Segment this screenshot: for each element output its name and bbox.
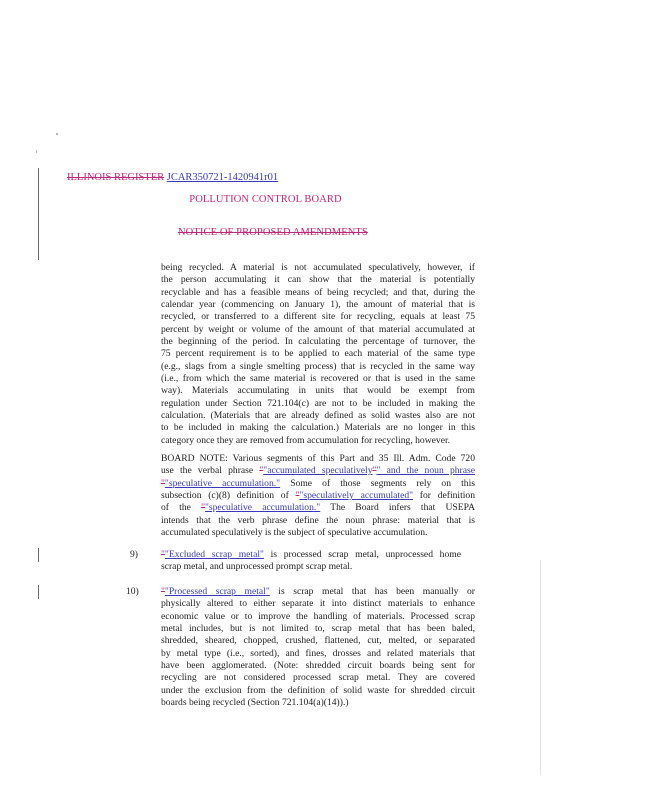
- text-line: metal includes, but is not limited to, scrap metal that has been baled,: [161, 623, 475, 635]
- revision-bar: [38, 168, 39, 260]
- struck-quote: ": [295, 490, 300, 502]
- text-line: 75 percent requirement is to be applied to each material of the same type: [161, 348, 475, 360]
- inserted-text: "speculatively accumulated: [299, 490, 410, 502]
- text-run: use the verbal phrase: [161, 465, 260, 477]
- text-line: to be included in making the calculation.) Materials are no longer in this: [161, 422, 475, 434]
- text-line: [161, 502, 475, 514]
- item-number-10: 10): [126, 586, 139, 597]
- text-line: [161, 478, 475, 490]
- revision-bar: [38, 585, 39, 599]
- register-struck-text: ILLINOIS REGISTER: [67, 172, 165, 183]
- text-run: of the: [161, 502, 202, 514]
- notice-title: NOTICE OF PROPOSED AMENDMENTS: [178, 227, 368, 238]
- text-line: [161, 586, 475, 598]
- text-line: (e.g., slags from a single smelting process) that is recycled in the same way: [161, 360, 475, 372]
- scan-speck: [36, 150, 37, 153]
- text-run: subsection (c)(8) definition of: [161, 490, 296, 502]
- inserted-text: "Excluded scrap metal: [164, 549, 261, 560]
- struck-quote: ": [161, 586, 165, 597]
- text-line: (i.e., from which the same material is recovered or that is used in the same: [161, 373, 475, 385]
- inserted-quote: ": [265, 586, 270, 597]
- text-line: recycled, or transferred to a different site for recycling, equals at least 75: [161, 311, 475, 323]
- text-line: boards being recycled (Section 721.104(a)(14)).): [161, 697, 349, 709]
- struck-quote: ": [372, 465, 377, 477]
- text-run: is scrap metal that has been manually or: [269, 586, 475, 597]
- text-line: recycling are not considered processed scrap metal. They are covered: [161, 672, 475, 684]
- struck-quote: ": [161, 477, 165, 489]
- text-line: [161, 549, 461, 561]
- text-line: way). Materials accumulating in units that would be exempt from: [161, 385, 475, 397]
- inserted-text: .": [313, 502, 321, 514]
- text-line: calendar year (commencing on January 1), the amount of material that is: [161, 299, 475, 311]
- text-line: the beginning of the period. In calculating the percentage of turnover, the: [161, 336, 475, 348]
- inserted-text: " and the noun phrase: [376, 465, 475, 477]
- text-line: BOARD NOTE: Various segments of this Part and 35 Ill. Adm. Code 720: [161, 453, 475, 464]
- revision-bar: [38, 548, 39, 562]
- board-title: POLLUTION CONTROL BOARD: [189, 194, 342, 205]
- text-line: under the exclusion from the definition of solid waste for shredded circuit: [161, 684, 475, 696]
- text-line: shredded, sheared, chopped, crushed, flattened, cut, melted, or separated: [161, 635, 475, 647]
- text-line: percent by weight or volume of the amount of that material accumulated at: [161, 323, 475, 335]
- text-line: physically altered to either separate it into distinct materials to enhance: [161, 598, 475, 610]
- text-line: the person accumulating it can show that the material is potentially: [161, 274, 475, 286]
- text-run: Some of those segments rely on this: [280, 477, 475, 489]
- definition-excluded-scrap-metal: [161, 549, 461, 574]
- text-line: accumulated speculatively is the subject of speculative accumulation.: [161, 527, 428, 539]
- page-edge-line: [540, 560, 541, 775]
- text-line: have been agglomerated. (Note: shredded circuit boards being sent for: [161, 660, 475, 672]
- scan-speck: [56, 133, 58, 135]
- text-run: The Board infers that USEPA: [320, 502, 475, 514]
- text-line: regulation under Section 721.104(c) are not to be included in making the: [161, 397, 475, 409]
- text-line: being recycled. A material is not accumulated speculatively, however, if: [161, 262, 475, 273]
- text-run: for definition: [413, 490, 475, 502]
- inserted-quote: ": [260, 549, 264, 560]
- register-inserted-text: JCAR350721-1420941r01: [166, 172, 279, 183]
- struck-quote: ": [161, 549, 165, 560]
- text-run: is processed scrap metal, unprocessed home: [263, 549, 461, 560]
- struck-quote: ": [259, 465, 264, 477]
- text-line: calculation. (Materials that are already defined as solid wastes also are not: [161, 410, 475, 422]
- text-line: recyclable and has a feasible means of being recycled; and that, during the: [161, 286, 475, 298]
- text-line: category once they are removed from accumulation for recycling, however.: [161, 434, 451, 446]
- inserted-text: .": [273, 477, 281, 489]
- inserted-text: "Processed scrap metal: [164, 586, 266, 597]
- board-note: [161, 453, 475, 539]
- inserted-text: "accumulated speculatively: [263, 465, 373, 477]
- paragraph-speculative-accumulation: [161, 262, 475, 447]
- text-line: intends that the verb phrase define the noun phrase: material that is: [161, 514, 475, 526]
- text-line: economic value or to improve the handling of materials. Processed scrap: [161, 610, 475, 622]
- inserted-text: ": [409, 490, 414, 502]
- item-number-9: 9): [130, 549, 138, 560]
- register-header: [67, 172, 278, 183]
- text-line: by metal type (i.e., sorted), and fines, drosses and related materials that: [161, 647, 475, 659]
- struck-quote: ": [201, 502, 205, 514]
- inserted-text: "speculative accumulation: [204, 502, 314, 514]
- inserted-text: "speculative accumulation: [164, 477, 274, 489]
- definition-processed-scrap-metal: [161, 586, 475, 709]
- text-line: [161, 465, 475, 477]
- text-line: scrap metal, and unprocessed prompt scrap metal.: [161, 561, 353, 573]
- text-line: [161, 490, 475, 502]
